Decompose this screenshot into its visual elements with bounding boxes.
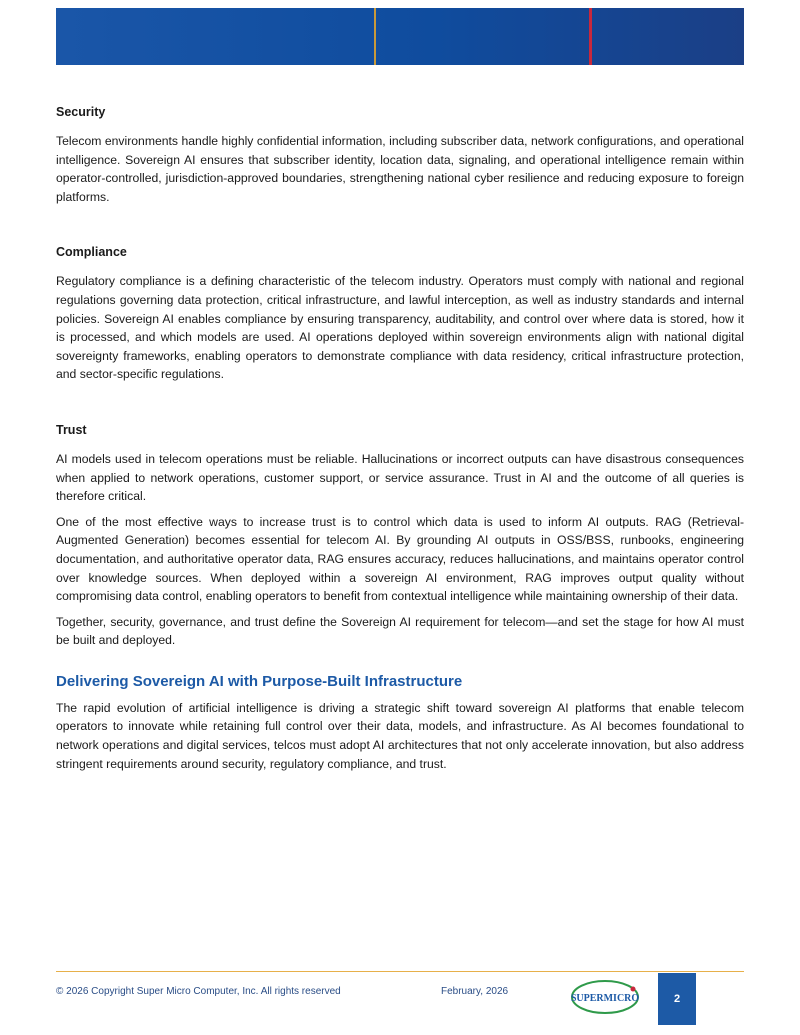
section-heading: Security	[56, 105, 106, 119]
section-trust	[56, 421, 744, 650]
footer-divider	[56, 971, 744, 972]
section-security	[56, 103, 744, 206]
page-number-badge	[658, 973, 696, 1025]
section-compliance	[56, 243, 744, 384]
paragraph: Regulatory compliance is a defining characteristic of the telecom industry. Operators must comply with national and regional regulations governing data protection, critical infrastructure, and lawful interception, as well as industry standards and internal policies. Sovereign AI enables compliance by ensuring transparency, auditability, and control over where data is stored, how it is processed, and which models are used. AI operations deployed within sovereign environments align with national digital sovereignty frameworks, enabling operators to demonstrate compliance with data residency, critical infrastructure protection, and sector-specific regulations.	[56, 274, 744, 382]
main-content	[56, 103, 744, 780]
svg-text:SUPERMICRO: SUPERMICRO	[570, 993, 640, 1004]
page-number: 2	[673, 993, 681, 1005]
header-band	[56, 8, 744, 65]
paragraph: AI models used in telecom operations must be reliable. Hallucinations or incorrect outputs can have disastrous consequences when applied to network operations, customer support, or service assurance. Trust in AI and the outcome of all queries is therefore critical.	[56, 451, 744, 504]
section-heading: Compliance	[56, 245, 127, 260]
header-red-divider	[589, 8, 592, 65]
header-gold-divider	[374, 8, 376, 65]
section-delivering	[56, 671, 744, 773]
paragraph: The rapid evolution of artificial intelligence is driving a strategic shift toward sovereign AI platforms that enable telecom operators to innovate while retaining full control over their data, models, and infrastructure. As AI becomes foundational to network operations and digital services, telcos must adopt AI architectures that not only accelerate innovation, but also address stringent requirements around security, regulatory compliance, and trust.	[56, 700, 744, 771]
footer-date: February, 2026	[441, 986, 509, 997]
section-heading: Trust	[56, 422, 87, 437]
section-title: Delivering Sovereign AI with Purpose-Built Infrastructure	[56, 672, 463, 690]
paragraph: Together, security, governance, and trust define the Sovereign AI requirement for telecom—and set the stage for how AI must be built and deployed.	[56, 614, 744, 648]
footer-copyright: © 2026 Copyright Super Micro Computer, Inc. All rights reserved	[56, 986, 341, 997]
paragraph: Telecom environments handle highly confidential information, including subscriber data, network configurations, and operational intelligence. Sovereign AI ensures that subscriber identity, location data, signaling, and operational intelligence remain within operator-controlled, jurisdiction-approved boundaries, strengthening national cyber resilience and reducing exposure to foreign platforms.	[56, 134, 744, 204]
supermicro-logo	[570, 978, 640, 1016]
paragraph: One of the most effective ways to increase trust is to control which data is used to inform AI outputs. RAG (Retrieval-Augmented Generation) becomes essential for telecom AI. By grounding AI outputs in OSS/BSS, runbooks, engineering documentation, and authoritative operator data, RAG ensures accuracy, reduces hallucinations, and maintains operator control over knowledge sources. When deployed within a sovereign AI environment, RAG improves output quality without compromising data control, enabling operators to benefit from contextual intelligence while maintaining ownership of their data.	[56, 514, 744, 604]
